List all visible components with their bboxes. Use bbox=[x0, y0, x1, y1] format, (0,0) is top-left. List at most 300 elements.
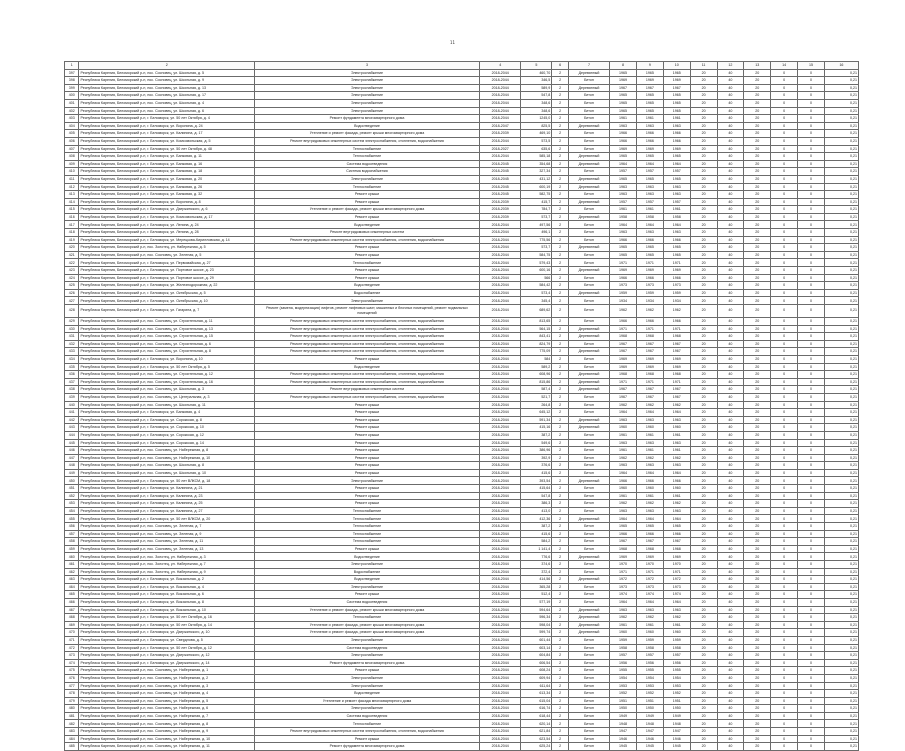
table-cell-p4: 0 bbox=[771, 236, 798, 244]
table-cell-n: 424 bbox=[65, 274, 79, 282]
table-cell-t: 0,21 bbox=[824, 274, 858, 282]
table-cell-y3: 1971 bbox=[663, 378, 690, 386]
table-row bbox=[65, 697, 859, 705]
table-cell-fl: 2 bbox=[552, 267, 569, 275]
table-cell-p2: 40 bbox=[717, 386, 744, 394]
table-cell-y1: 1967 bbox=[610, 386, 637, 394]
register-table bbox=[64, 61, 859, 751]
table-row bbox=[65, 454, 859, 462]
table-cell-p4: 0 bbox=[771, 416, 798, 424]
table-cell-work: Ремонт (замена, модернизация) лифтов, ремонт лифтовых шахт, машинных и блочных помещений, ремонт подвальных помещений bbox=[254, 305, 479, 318]
table-cell-p2: 40 bbox=[717, 168, 744, 176]
table-cell-p4: 0 bbox=[771, 393, 798, 401]
table-cell-area: 415,64 bbox=[521, 485, 552, 493]
table-cell-period: 2018-2044 bbox=[480, 583, 521, 591]
table-cell-t: 0,21 bbox=[824, 576, 858, 584]
column-number: 6 bbox=[552, 62, 569, 70]
table-cell-t: 0,21 bbox=[824, 492, 858, 500]
table-cell-p5: 0 bbox=[798, 289, 825, 297]
table-cell-p2: 40 bbox=[717, 477, 744, 485]
table-cell-y1: 1969 bbox=[610, 145, 637, 153]
table-cell-addr: Республика Карелия, Беломорский р-н, г. Беломорск, ул. Банковая, д. 26 bbox=[79, 183, 255, 191]
table-cell-p1: 20 bbox=[690, 561, 717, 569]
table-cell-work: Ремонт фундамента многоквартирного дома bbox=[254, 743, 479, 751]
table-cell-y2: 1967 bbox=[636, 386, 663, 394]
table-cell-fl: 2 bbox=[552, 107, 569, 115]
table-cell-period: 2018-2044 bbox=[480, 492, 521, 500]
table-cell-y2: 1957 bbox=[636, 652, 663, 660]
table-cell-p2: 40 bbox=[717, 318, 744, 326]
table-cell-y1: 1963 bbox=[610, 462, 637, 470]
table-cell-p2: 40 bbox=[717, 183, 744, 191]
table-cell-n: 461 bbox=[65, 561, 79, 569]
table-cell-work: Ремонт крыши bbox=[254, 213, 479, 221]
table-cell-t: 0,21 bbox=[824, 697, 858, 705]
table-cell-p5: 0 bbox=[798, 236, 825, 244]
table-cell-mat: Бетон bbox=[568, 409, 609, 417]
table-cell-n: 455 bbox=[65, 515, 79, 523]
table-cell-fl: 2 bbox=[552, 183, 569, 191]
table-cell-p5: 0 bbox=[798, 363, 825, 371]
table-cell-fl: 2 bbox=[552, 462, 569, 470]
column-number: 8 bbox=[610, 62, 637, 70]
table-cell-p2: 40 bbox=[717, 561, 744, 569]
table-cell-area: 582,75 bbox=[521, 191, 552, 199]
table-cell-p3: 20 bbox=[744, 682, 771, 690]
table-cell-p5: 0 bbox=[798, 561, 825, 569]
table-cell-y2: 1962 bbox=[636, 305, 663, 318]
table-cell-p5: 0 bbox=[798, 409, 825, 417]
table-cell-mat: Бетон bbox=[568, 568, 609, 576]
table-cell-n: 427 bbox=[65, 297, 79, 305]
table-cell-n: 469 bbox=[65, 621, 79, 629]
table-cell-n: 480 bbox=[65, 705, 79, 713]
table-cell-y3: 1964 bbox=[663, 160, 690, 168]
table-row bbox=[65, 355, 859, 363]
table-cell-p3: 20 bbox=[744, 340, 771, 348]
table-cell-p5: 0 bbox=[798, 160, 825, 168]
table-cell-work: Ремонт крыши bbox=[254, 416, 479, 424]
table-row bbox=[65, 145, 859, 153]
table-row bbox=[65, 583, 859, 591]
table-row bbox=[65, 515, 859, 523]
table-cell-period: 2018-2039 bbox=[480, 130, 521, 138]
table-cell-y2: 1947 bbox=[636, 728, 663, 736]
table-cell-work: Электроснабжение bbox=[254, 561, 479, 569]
table-cell-fl: 2 bbox=[552, 492, 569, 500]
table-cell-y3: 1950 bbox=[663, 705, 690, 713]
table-cell-area: 775,56 bbox=[521, 236, 552, 244]
table-cell-area: 815,86 bbox=[521, 378, 552, 386]
table-cell-p2: 40 bbox=[717, 705, 744, 713]
table-cell-p1: 20 bbox=[690, 191, 717, 199]
table-cell-addr: Республика Карелия, Беломорский р-н, г. Беломорск, ул. Дзержинского, д. 12 bbox=[79, 652, 255, 660]
table-cell-y3: 1965 bbox=[663, 107, 690, 115]
table-cell-work: Теплоснабжение bbox=[254, 259, 479, 267]
table-cell-p3: 20 bbox=[744, 175, 771, 183]
table-cell-work: Ремонт крыши bbox=[254, 267, 479, 275]
table-cell-p3: 20 bbox=[744, 259, 771, 267]
table-cell-n: 481 bbox=[65, 712, 79, 720]
table-cell-addr: Республика Карелия, Беломорский р-н, г. Беломорск, ул. Первомайская, д. 27 bbox=[79, 259, 255, 267]
table-cell-addr: Республика Карелия, Беломорский р-н, г. Беломорск, ул. Сорокская, д. 10 bbox=[79, 424, 255, 432]
table-cell-t: 0,21 bbox=[824, 175, 858, 183]
table-cell-y3: 1964 bbox=[663, 469, 690, 477]
table-cell-p3: 20 bbox=[744, 690, 771, 698]
table-cell-p4: 0 bbox=[771, 348, 798, 356]
table-cell-t: 0,21 bbox=[824, 743, 858, 751]
table-cell-y1: 1934 bbox=[610, 297, 637, 305]
table-cell-y2: 1970 bbox=[636, 561, 663, 569]
table-cell-fl: 2 bbox=[552, 743, 569, 751]
table-cell-t: 0,21 bbox=[824, 191, 858, 199]
table-row bbox=[65, 507, 859, 515]
table-cell-addr: Республика Карелия, Беломорский р-н, пос. Сосновец, ул. Строительная, д. 8 bbox=[79, 348, 255, 356]
table-cell-p1: 20 bbox=[690, 485, 717, 493]
table-cell-t: 0,21 bbox=[824, 598, 858, 606]
table-cell-addr: Республика Карелия, Беломорский р-н, пос. Золотец, ул. Набережная, д. 3 bbox=[79, 553, 255, 561]
table-cell-work: Теплоснабжение bbox=[254, 614, 479, 622]
table-cell-addr: Республика Карелия, Беломорский р-н, г. Беломорск, ул. Октябрьская, д. 5 bbox=[79, 289, 255, 297]
table-cell-work: Ремонт крыши bbox=[254, 409, 479, 417]
table-cell-p3: 20 bbox=[744, 538, 771, 546]
table-cell-p4: 0 bbox=[771, 447, 798, 455]
table-cell-addr: Республика Карелия, Беломорский р-н, г. Беломорск, ул. Портовое шоссе, д. 29 bbox=[79, 274, 255, 282]
table-cell-period: 2018-2044 bbox=[480, 297, 521, 305]
table-cell-fl: 2 bbox=[552, 168, 569, 176]
table-row bbox=[65, 712, 859, 720]
table-cell-y2: 1966 bbox=[636, 318, 663, 326]
table-cell-period: 2018-2044 bbox=[480, 545, 521, 553]
table-cell-y1: 1953 bbox=[610, 682, 637, 690]
column-number: 7 bbox=[568, 62, 609, 70]
table-cell-y1: 1962 bbox=[610, 305, 637, 318]
table-cell-period: 2018-2044 bbox=[480, 538, 521, 546]
table-cell-p1: 20 bbox=[690, 348, 717, 356]
table-cell-area: 584,2 bbox=[521, 538, 552, 546]
column-number: 11 bbox=[690, 62, 717, 70]
table-cell-fl: 2 bbox=[552, 236, 569, 244]
table-cell-t: 0,21 bbox=[824, 485, 858, 493]
table-cell-mat: Деревянный bbox=[568, 84, 609, 92]
table-cell-addr: Республика Карелия, Беломорский р-н, г. Беломорск, ул. 50 лет ВЛКСМ, д. 20 bbox=[79, 515, 255, 523]
table-cell-work: Электроснабжение bbox=[254, 652, 479, 660]
table-cell-p1: 20 bbox=[690, 424, 717, 432]
page-number: 11 bbox=[449, 40, 456, 45]
table-cell-y3: 1967 bbox=[663, 340, 690, 348]
table-cell-mat: Деревянный bbox=[568, 348, 609, 356]
table-cell-fl: 2 bbox=[552, 621, 569, 629]
table-cell-period: 2018-2044 bbox=[480, 447, 521, 455]
table-cell-mat: Бетон bbox=[568, 107, 609, 115]
table-cell-p2: 40 bbox=[717, 409, 744, 417]
table-cell-y2: 1963 bbox=[636, 507, 663, 515]
table-cell-t: 0,21 bbox=[824, 720, 858, 728]
table-cell-y2: 1964 bbox=[636, 598, 663, 606]
table-cell-area: 620,14 bbox=[521, 720, 552, 728]
table-cell-t: 0,21 bbox=[824, 206, 858, 214]
table-cell-mat: Бетон bbox=[568, 145, 609, 153]
table-cell-p4: 0 bbox=[771, 697, 798, 705]
table-row bbox=[65, 629, 859, 637]
table-cell-p2: 40 bbox=[717, 393, 744, 401]
table-cell-p5: 0 bbox=[798, 492, 825, 500]
table-row bbox=[65, 728, 859, 736]
table-cell-p5: 0 bbox=[798, 439, 825, 447]
table-cell-t: 0,21 bbox=[824, 416, 858, 424]
table-cell-p3: 20 bbox=[744, 735, 771, 743]
table-cell-addr: Республика Карелия, Беломорский р-н, пос. Сосновец, ул. Набережная, д. 5 bbox=[79, 697, 255, 705]
table-cell-work: Система водоотведения bbox=[254, 644, 479, 652]
table-cell-t: 0,21 bbox=[824, 561, 858, 569]
table-cell-y3: 1969 bbox=[663, 77, 690, 85]
table-cell-n: 442 bbox=[65, 416, 79, 424]
table-cell-y1: 1961 bbox=[610, 115, 637, 123]
table-cell-p3: 20 bbox=[744, 107, 771, 115]
table-cell-y3: 1963 bbox=[663, 416, 690, 424]
table-cell-period: 2018-2044 bbox=[480, 424, 521, 432]
table-cell-y1: 1969 bbox=[610, 77, 637, 85]
table-cell-t: 0,21 bbox=[824, 325, 858, 333]
table-cell-p2: 40 bbox=[717, 538, 744, 546]
table-cell-n: 444 bbox=[65, 431, 79, 439]
table-cell-y3: 1965 bbox=[663, 92, 690, 100]
table-cell-y2: 1955 bbox=[636, 667, 663, 675]
table-cell-addr: Республика Карелия, Беломорский р-н, г. Беломорск, ул. Мерецкова-Кирилловская, д. 14 bbox=[79, 236, 255, 244]
table-cell-mat: Деревянный bbox=[568, 160, 609, 168]
table-cell-p1: 20 bbox=[690, 363, 717, 371]
table-cell-p4: 0 bbox=[771, 500, 798, 508]
table-cell-work: Ремонт внутридомовых инженерных систем электроснабжения, отопления, водоснабжения bbox=[254, 340, 479, 348]
table-cell-p4: 0 bbox=[771, 523, 798, 531]
table-cell-fl: 2 bbox=[552, 735, 569, 743]
table-cell-period: 2018-2044 bbox=[480, 659, 521, 667]
table-cell-mat: Бетон bbox=[568, 583, 609, 591]
table-cell-p1: 20 bbox=[690, 469, 717, 477]
table-cell-p1: 20 bbox=[690, 462, 717, 470]
table-cell-y2: 1946 bbox=[636, 735, 663, 743]
table-cell-p5: 0 bbox=[798, 598, 825, 606]
table-cell-p3: 20 bbox=[744, 305, 771, 318]
table-cell-mat: Деревянный bbox=[568, 333, 609, 341]
table-cell-p2: 40 bbox=[717, 236, 744, 244]
table-cell-p5: 0 bbox=[798, 198, 825, 206]
table-cell-period: 2018-2044 bbox=[480, 84, 521, 92]
table-cell-p4: 0 bbox=[771, 183, 798, 191]
table-cell-p2: 40 bbox=[717, 500, 744, 508]
table-cell-y3: 1969 bbox=[663, 267, 690, 275]
table-cell-y1: 1956 bbox=[610, 659, 637, 667]
table-cell-n: 422 bbox=[65, 259, 79, 267]
table-cell-p2: 40 bbox=[717, 191, 744, 199]
table-cell-n: 397 bbox=[65, 69, 79, 77]
table-cell-p5: 0 bbox=[798, 682, 825, 690]
table-cell-p2: 40 bbox=[717, 206, 744, 214]
table-cell-p2: 40 bbox=[717, 325, 744, 333]
table-cell-y2: 1962 bbox=[636, 614, 663, 622]
table-cell-n: 467 bbox=[65, 606, 79, 614]
table-cell-fl: 2 bbox=[552, 697, 569, 705]
table-row bbox=[65, 378, 859, 386]
table-cell-p5: 0 bbox=[798, 259, 825, 267]
table-cell-addr: Республика Карелия, Беломорский р-н, г. Беломорск, ул. Дзержинского, д. 10 bbox=[79, 629, 255, 637]
table-cell-work: Электроснабжение bbox=[254, 297, 479, 305]
table-cell-addr: Республика Карелия, Беломорский р-н, пос. Сосновец, ул. Строительная, д. 12 bbox=[79, 371, 255, 379]
table-cell-fl: 2 bbox=[552, 229, 569, 237]
table-cell-area: 413,0 bbox=[521, 507, 552, 515]
table-cell-fl: 2 bbox=[552, 371, 569, 379]
table-cell-y1: 1973 bbox=[610, 282, 637, 290]
table-cell-p1: 20 bbox=[690, 267, 717, 275]
table-cell-y3: 1967 bbox=[663, 386, 690, 394]
table-cell-y2: 1959 bbox=[636, 289, 663, 297]
table-cell-y2: 1971 bbox=[636, 568, 663, 576]
table-cell-area: 264,8 bbox=[521, 401, 552, 409]
table-cell-y2: 1969 bbox=[636, 363, 663, 371]
column-number: 14 bbox=[771, 62, 798, 70]
table-cell-period: 2018-2044 bbox=[480, 333, 521, 341]
table-cell-fl: 2 bbox=[552, 274, 569, 282]
table-cell-fl: 2 bbox=[552, 363, 569, 371]
table-cell-addr: Республика Карелия, Беломорский р-н, г. Беломорск, ул. 50 лет Октября, д. 48 bbox=[79, 145, 255, 153]
table-cell-y1: 1963 bbox=[610, 606, 637, 614]
table-cell-y2: 1965 bbox=[636, 244, 663, 252]
table-cell-period: 2018-2044 bbox=[480, 629, 521, 637]
table-cell-area: 415,7 bbox=[521, 198, 552, 206]
table-row bbox=[65, 115, 859, 123]
table-cell-y1: 1961 bbox=[610, 447, 637, 455]
table-cell-y3: 1963 bbox=[663, 439, 690, 447]
table-cell-addr: Республика Карелия, Беломорский р-н, г. Беломорск, ул. Вокзальная, д. 8 bbox=[79, 598, 255, 606]
table-cell-p1: 20 bbox=[690, 614, 717, 622]
table-row bbox=[65, 538, 859, 546]
table-cell-addr: Республика Карелия, Беломорский р-н, г. Беломорск, ул. 50 лет Октября, д. 4 bbox=[79, 115, 255, 123]
table-cell-p1: 20 bbox=[690, 416, 717, 424]
table-cell-y2: 1960 bbox=[636, 485, 663, 493]
table-cell-t: 0,21 bbox=[824, 340, 858, 348]
table-cell-p3: 20 bbox=[744, 523, 771, 531]
table-cell-addr: Республика Карелия, Беломорский р-н, пос. Сосновец, ул. Набережная, д. 10 bbox=[79, 454, 255, 462]
table-cell-p4: 0 bbox=[771, 728, 798, 736]
table-cell-mat: Бетон bbox=[568, 720, 609, 728]
table-cell-p3: 20 bbox=[744, 297, 771, 305]
table-cell-fl: 2 bbox=[552, 175, 569, 183]
table-cell-area: 584,42 bbox=[521, 282, 552, 290]
table-cell-area: 374,6 bbox=[521, 561, 552, 569]
table-cell-n: 409 bbox=[65, 160, 79, 168]
table-cell-mat: Бетон bbox=[568, 282, 609, 290]
table-cell-n: 474 bbox=[65, 659, 79, 667]
table-cell-y3: 1959 bbox=[663, 289, 690, 297]
table-cell-period: 2018-2044 bbox=[480, 289, 521, 297]
table-cell-y1: 1961 bbox=[610, 431, 637, 439]
table-cell-fl: 2 bbox=[552, 606, 569, 614]
table-cell-work: Водоотведение bbox=[254, 576, 479, 584]
table-cell-fl: 2 bbox=[552, 682, 569, 690]
table-cell-p5: 0 bbox=[798, 386, 825, 394]
table-cell-work: Теплоснабжение bbox=[254, 145, 479, 153]
table-cell-p2: 40 bbox=[717, 712, 744, 720]
table-cell-y1: 1963 bbox=[610, 122, 637, 130]
table-cell-mat: Деревянный bbox=[568, 267, 609, 275]
table-cell-y1: 1968 bbox=[610, 371, 637, 379]
table-cell-period: 2018-2044 bbox=[480, 282, 521, 290]
table-row bbox=[65, 614, 859, 622]
table-cell-p2: 40 bbox=[717, 213, 744, 221]
table-cell-fl: 2 bbox=[552, 122, 569, 130]
table-cell-t: 0,21 bbox=[824, 305, 858, 318]
table-cell-p2: 40 bbox=[717, 416, 744, 424]
table-cell-p5: 0 bbox=[798, 530, 825, 538]
table-cell-p3: 20 bbox=[744, 348, 771, 356]
table-cell-y3: 1962 bbox=[663, 500, 690, 508]
table-cell-p4: 0 bbox=[771, 621, 798, 629]
table-cell-area: 348,6 bbox=[521, 107, 552, 115]
table-cell-period: 2018-2044 bbox=[480, 652, 521, 660]
table-cell-period: 2018-2044 bbox=[480, 728, 521, 736]
table-cell-y1: 1962 bbox=[610, 454, 637, 462]
table-cell-area: 584 bbox=[521, 355, 552, 363]
table-cell-mat: Деревянный bbox=[568, 371, 609, 379]
table-cell-area: 393,54 bbox=[521, 477, 552, 485]
table-cell-y2: 1971 bbox=[636, 259, 663, 267]
table-cell-p4: 0 bbox=[771, 386, 798, 394]
table-cell-p4: 0 bbox=[771, 659, 798, 667]
table-cell-mat: Бетон bbox=[568, 251, 609, 259]
table-cell-mat: Бетон bbox=[568, 492, 609, 500]
table-cell-mat: Бетон bbox=[568, 743, 609, 751]
table-cell-y2: 1967 bbox=[636, 538, 663, 546]
table-cell-p5: 0 bbox=[798, 606, 825, 614]
table-cell-p2: 40 bbox=[717, 644, 744, 652]
table-row bbox=[65, 107, 859, 115]
table-cell-p4: 0 bbox=[771, 735, 798, 743]
table-cell-y1: 1946 bbox=[610, 735, 637, 743]
table-cell-p2: 40 bbox=[717, 439, 744, 447]
table-cell-work: Утепление и ремонт фасада, ремонт крыши многоквартирного дома bbox=[254, 606, 479, 614]
table-cell-p5: 0 bbox=[798, 69, 825, 77]
table-cell-t: 0,21 bbox=[824, 137, 858, 145]
table-cell-p4: 0 bbox=[771, 636, 798, 644]
table-cell-p2: 40 bbox=[717, 289, 744, 297]
table-cell-fl: 2 bbox=[552, 378, 569, 386]
table-cell-p1: 20 bbox=[690, 206, 717, 214]
table-cell-n: 400 bbox=[65, 92, 79, 100]
table-row bbox=[65, 401, 859, 409]
table-cell-mat: Бетон bbox=[568, 274, 609, 282]
table-cell-n: 440 bbox=[65, 401, 79, 409]
table-cell-area: 415,16 bbox=[521, 424, 552, 432]
table-cell-t: 0,21 bbox=[824, 621, 858, 629]
table-cell-period: 2018-2044 bbox=[480, 107, 521, 115]
table-cell-n: 456 bbox=[65, 523, 79, 531]
table-cell-fl: 2 bbox=[552, 644, 569, 652]
table-cell-y1: 1966 bbox=[610, 477, 637, 485]
table-cell-p5: 0 bbox=[798, 115, 825, 123]
table-cell-work: Ремонт крыши bbox=[254, 244, 479, 252]
table-cell-y2: 1956 bbox=[636, 659, 663, 667]
table-cell-t: 0,21 bbox=[824, 553, 858, 561]
table-cell-addr: Республика Карелия, Беломорский р-н, г. Беломорск, ул. Ленина, д. 24 bbox=[79, 221, 255, 229]
table-cell-area: 460,70 bbox=[521, 69, 552, 77]
table-cell-area: 689,62 bbox=[521, 305, 552, 318]
table-cell-p2: 40 bbox=[717, 355, 744, 363]
table-cell-n: 449 bbox=[65, 469, 79, 477]
table-cell-fl: 2 bbox=[552, 591, 569, 599]
table-cell-period: 2018-2044 bbox=[480, 636, 521, 644]
table-cell-period: 2018-2044 bbox=[480, 99, 521, 107]
table-cell-fl: 2 bbox=[552, 160, 569, 168]
